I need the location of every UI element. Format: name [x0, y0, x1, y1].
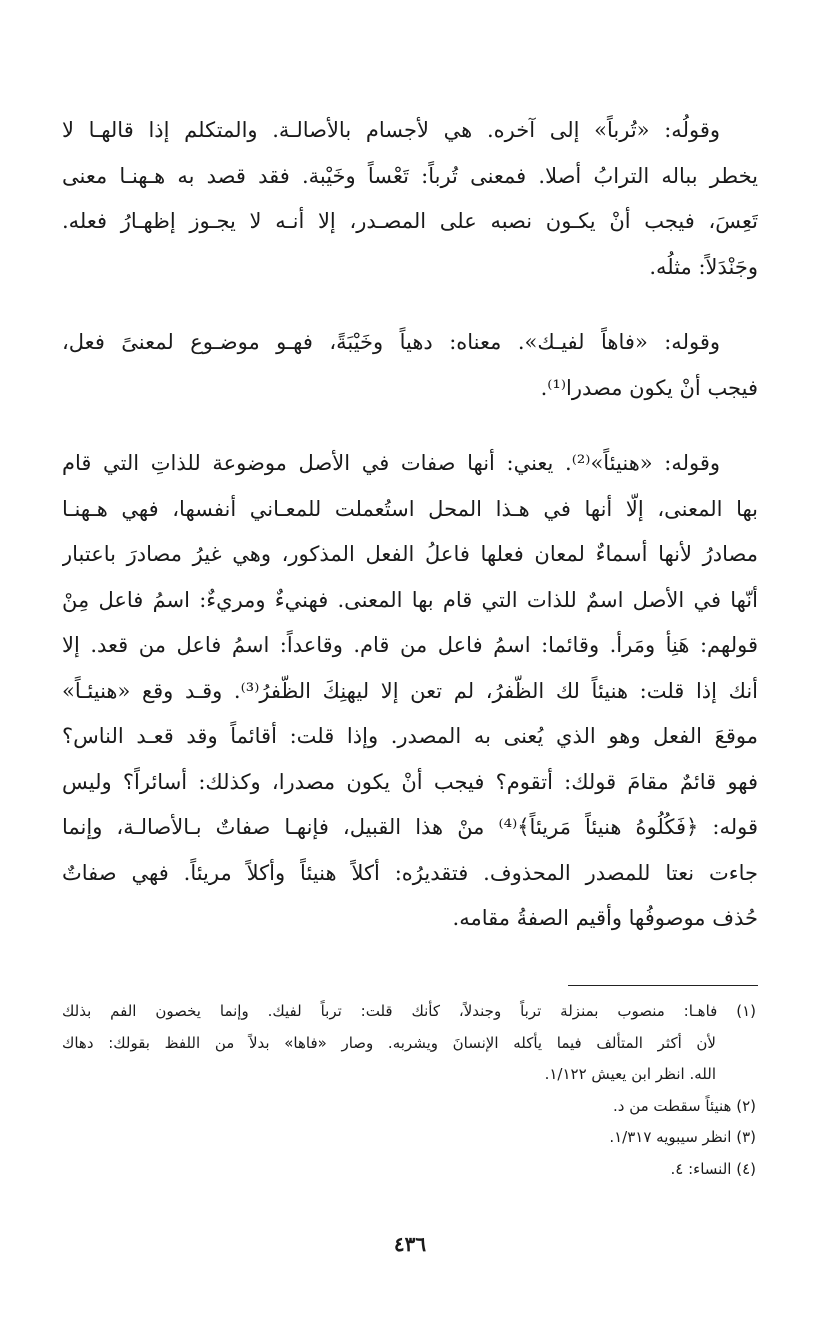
paragraph-3 [62, 441, 758, 942]
page-number: ٤٣٦ [393, 1232, 427, 1256]
text-line: أنّها في الأصل اسمٌ للذات التي قام بها المعنى. فهنيءٌ ومريءٌ: اسمُ فاعل مِنْ [62, 587, 758, 612]
text-line: فهو قائمٌ مقامَ قولك: أتقوم؟ فيجب أنْ يكون مصدرا، وكذلك: أسائراً؟ وليس [62, 769, 758, 794]
paragraph-2 [62, 320, 758, 411]
paragraph-1 [62, 108, 758, 290]
text-line: يخطر بباله الترابُ أصلا. فمعنى تُرباً: تَعْساً وخَيْبة. فقد قصد به هـهنـا معنى [62, 163, 758, 188]
footnotes [62, 996, 756, 1185]
main-text [62, 108, 758, 942]
text-line: موقعَ الفعل وهو الذي يُعنى به المصدر. وإذا قلت: أقائماً وقد قعـد الناس؟ [62, 724, 758, 748]
text-line: قولهم: هَنِأ ومَرأ. وقائما: اسمُ فاعل من قام. وقاعداً: اسمُ فاعل من قعد. إلا [62, 633, 758, 657]
text-line: وقوله: «هنيئاً»⁽²⁾. يعني: أنها صفات في الأصل موضوعة للذاتِ التي قام [62, 451, 721, 475]
footnote-4: (٤) النساء: ٤. [670, 1159, 756, 1178]
text-line: مصادرُ لأنها أسماءٌ لمعان فعلها فاعلُ الفعل المذكور، وهي غيرُ مصادرَ باعتبار [62, 542, 758, 566]
footnote-1: (١) فاهـا: منصوب بمنزلة ترباً وجندلاً، كأنك قلت: ترباً لفيك. وإنما يخصون الفم بذلك [62, 1002, 756, 1020]
footnote-divider [568, 985, 758, 986]
text-line: وقولُه: «تُرباً» إلى آخره. هي لأجسام بالأصالـة. والمتكلم إذا قالهـا لا [62, 118, 720, 142]
text-line: فيجب أنْ يكون مصدرا⁽¹⁾. [540, 375, 758, 400]
footnote-1-continuation: لأن أكثر المتألف فيما يأكله الإنسانَ ويشربه. وصار «فاها» بدلاً من اللفظ بقولك: دهاك [62, 1033, 716, 1052]
text-line: أنك إذا قلت: هنيئاً لك الظّفرُ، لم تعن إلا ليهنِكَ الظّفرُ⁽³⁾. وقـد وقع «هنيئـاً» [62, 678, 758, 703]
text-line: حُذف موصوفُها وأقيم الصفةُ مقامه. [452, 906, 758, 930]
text-line: جاءت نعتا للمصدر المحذوف. فتقديرُه: أكلاً هنيئاً وأكلاً مريئاً. فهي صفاتٌ [62, 860, 758, 885]
text-line: تَعِسَ، فيجب أنْ يكـون نصبه على المصـدر، إلا أنـه لا يجـوز إظهـارُ فعله. [62, 209, 758, 233]
text-line: قوله: ﴿فَكُلُوهُ هنيئاً مَريئاً﴾⁽⁴⁾ منْ هذا القبيل، فإنهـا صفاتٌ بـالأصالـة، وإنما [62, 815, 758, 839]
text-line: بها المعنى، إلّا أنها في هـذا المحل استُعملت للمعـاني أنفسها، فهي هـهنـا [62, 496, 758, 521]
text-line: وجَنْدَلاً: مثلُه. [649, 254, 758, 279]
footnote-3: (٣) انظر سيبويه ١/٣١٧. [609, 1128, 756, 1146]
footnote-1-continuation: الله. انظر ابن يعيش ١/١٢٢. [544, 1065, 716, 1083]
text-line: وقوله: «فاهاً لفيـك». معناه: دهياً وخَيْبَةً، فهـو موضـوع لمعنىً فعل، [62, 330, 720, 354]
footnote-2: (٢) هنيئاً سقطت من د. [613, 1096, 756, 1115]
